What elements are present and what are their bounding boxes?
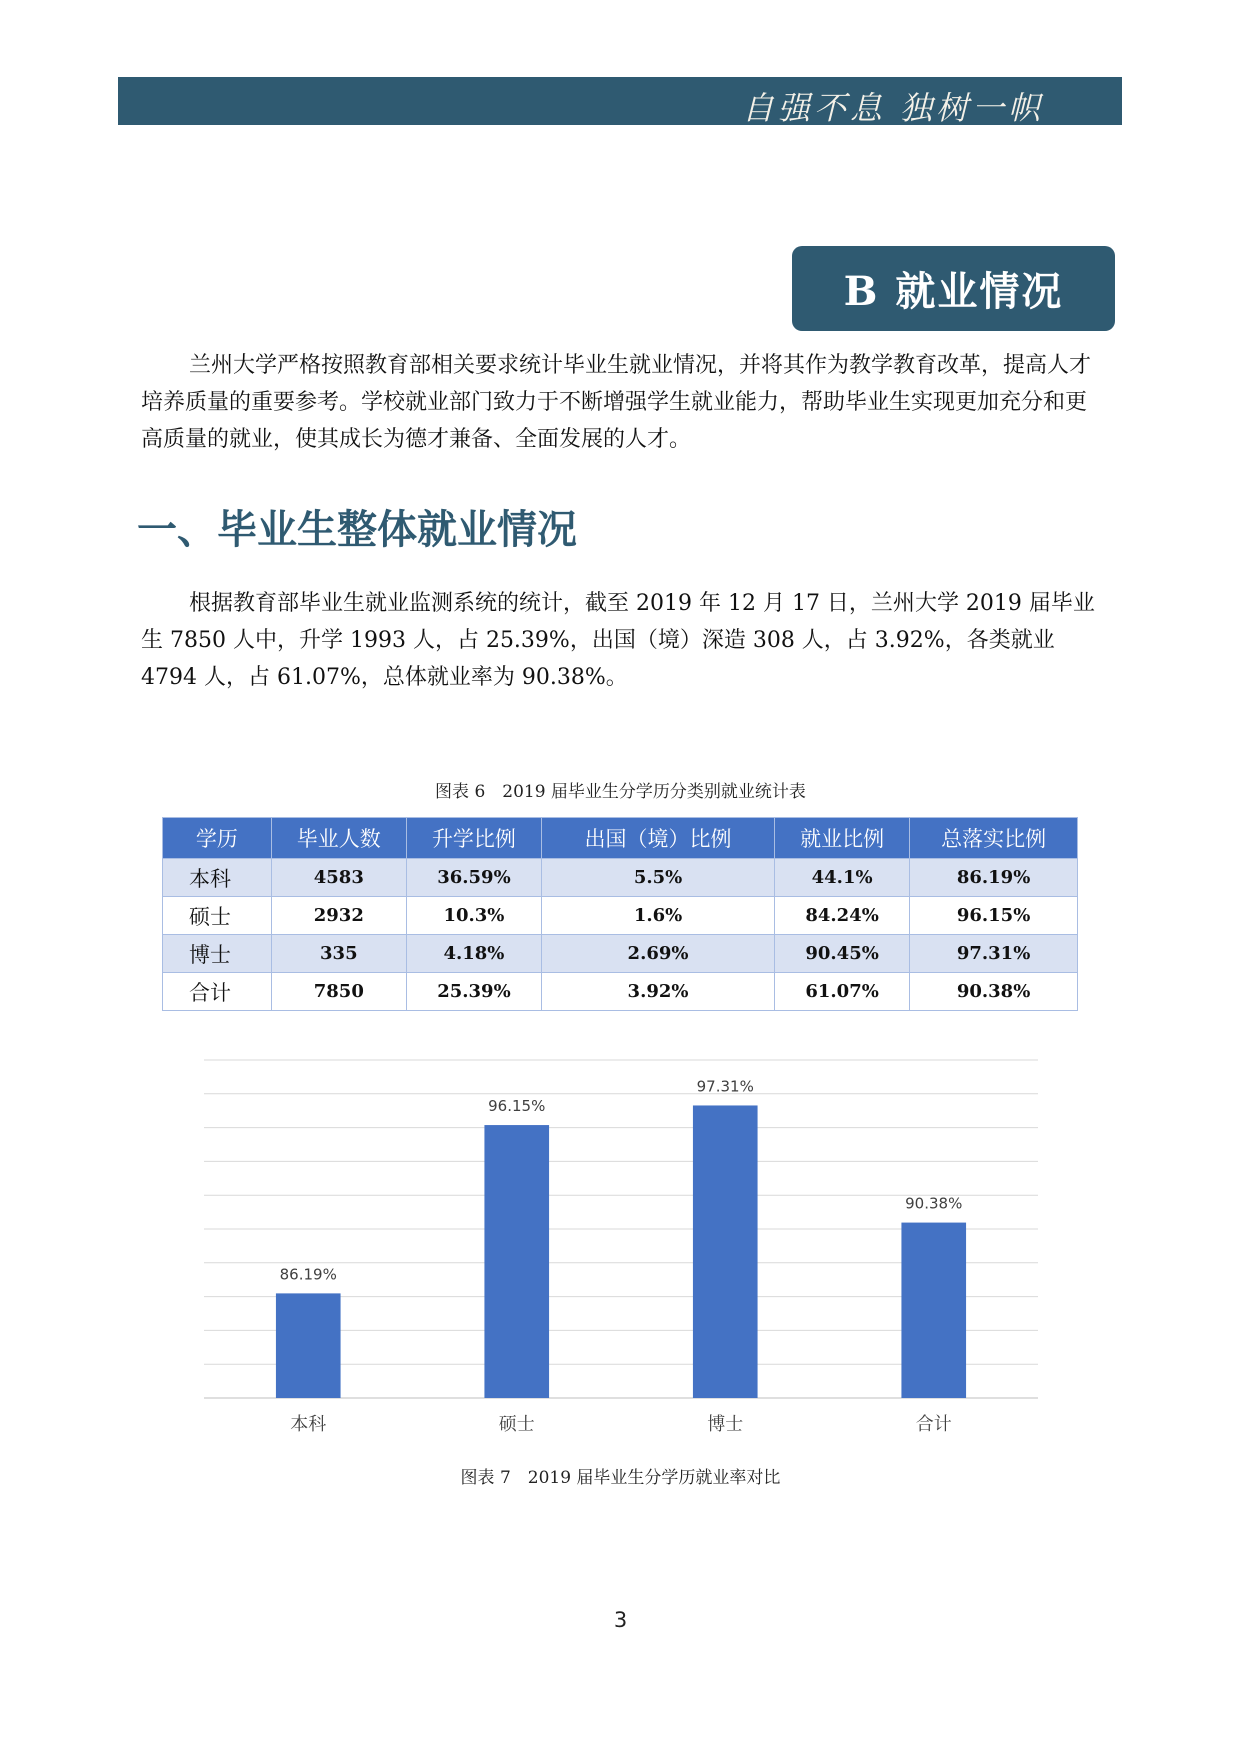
table-caption: 图表 6 2019 届毕业生分学历分类别就业统计表	[435, 782, 806, 802]
intro-paragraph: 兰州大学严格按照教育部相关要求统计毕业生就业情况，并将其作为教学教育改革，提高人才培养质量的重要参考。学校就业部门致力于不断增强学生就业能力，帮助毕业生实现更加充分和更高质量的就业，使其成长为德才兼备、全面发展的人才。	[141, 353, 1092, 452]
section-heading: 一、毕业生整体就业情况	[137, 506, 577, 553]
chart-bar	[693, 1105, 758, 1398]
summary-paragraph: 根据教育部毕业生就业监测系统的统计，截至 2019 年 12 月 17 日，兰州大学 2019 届毕业生 7850 人中，升学 1993 人，占 25.39%，出国（境）深造 308 人，占 3.92%，各类就业 4794 人，占 61.07%，总体就业率为 90.38%。	[141, 591, 1095, 690]
table-cell: 3.92%	[542, 973, 775, 1011]
bar-value-label: 96.15%	[488, 1097, 546, 1116]
table-cell: 44.1%	[775, 859, 910, 897]
bar-value-label: 86.19%	[279, 1265, 337, 1284]
table-cell: 合计	[163, 973, 272, 1011]
table-header-cell: 就业比例	[775, 818, 910, 859]
table-cell: 硕士	[163, 897, 272, 935]
table-cell: 1.6%	[542, 897, 775, 935]
table-cell: 90.38%	[910, 973, 1078, 1011]
table-cell: 2932	[271, 897, 406, 935]
chart-bar	[484, 1125, 549, 1398]
x-tick-label: 本科	[290, 1414, 327, 1435]
table-cell: 25.39%	[406, 973, 541, 1011]
motto-calligraphy: 自强不息 独树一帜	[741, 89, 1044, 127]
table-header-cell: 升学比例	[406, 818, 541, 859]
table-cell: 7850	[271, 973, 406, 1011]
table-header-cell: 出国（境）比例	[542, 818, 775, 859]
table-header-cell: 学历	[163, 818, 272, 859]
table-cell: 61.07%	[775, 973, 910, 1011]
bar-value-label: 90.38%	[905, 1194, 963, 1213]
table-cell: 90.45%	[775, 935, 910, 973]
x-tick-label: 博士	[707, 1414, 744, 1435]
table-cell: 335	[271, 935, 406, 973]
table-cell: 2.69%	[542, 935, 775, 973]
table-cell: 96.15%	[910, 897, 1078, 935]
table-cell: 86.19%	[910, 859, 1078, 897]
x-tick-label: 硕士	[498, 1414, 535, 1435]
section-title-badge: B 就业情况	[792, 246, 1115, 331]
table-cell: 4583	[271, 859, 406, 897]
table-header-cell: 总落实比例	[910, 818, 1078, 859]
x-tick-label: 合计	[915, 1414, 952, 1435]
table-header-cell: 毕业人数	[271, 818, 406, 859]
table-cell: 97.31%	[910, 935, 1078, 973]
table-cell: 本科	[163, 859, 272, 897]
table-cell: 36.59%	[406, 859, 541, 897]
bar-value-label: 97.31%	[696, 1077, 754, 1096]
table-cell: 博士	[163, 935, 272, 973]
chart-bar	[276, 1293, 341, 1398]
table-cell: 4.18%	[406, 935, 541, 973]
chart-bar	[901, 1223, 966, 1398]
page-number: 3	[613, 1608, 628, 1632]
table-cell: 10.3%	[406, 897, 541, 935]
table-cell: 5.5%	[542, 859, 775, 897]
table-cell: 84.24%	[775, 897, 910, 935]
chart-caption: 图表 7 2019 届毕业生分学历就业率对比	[460, 1468, 781, 1488]
